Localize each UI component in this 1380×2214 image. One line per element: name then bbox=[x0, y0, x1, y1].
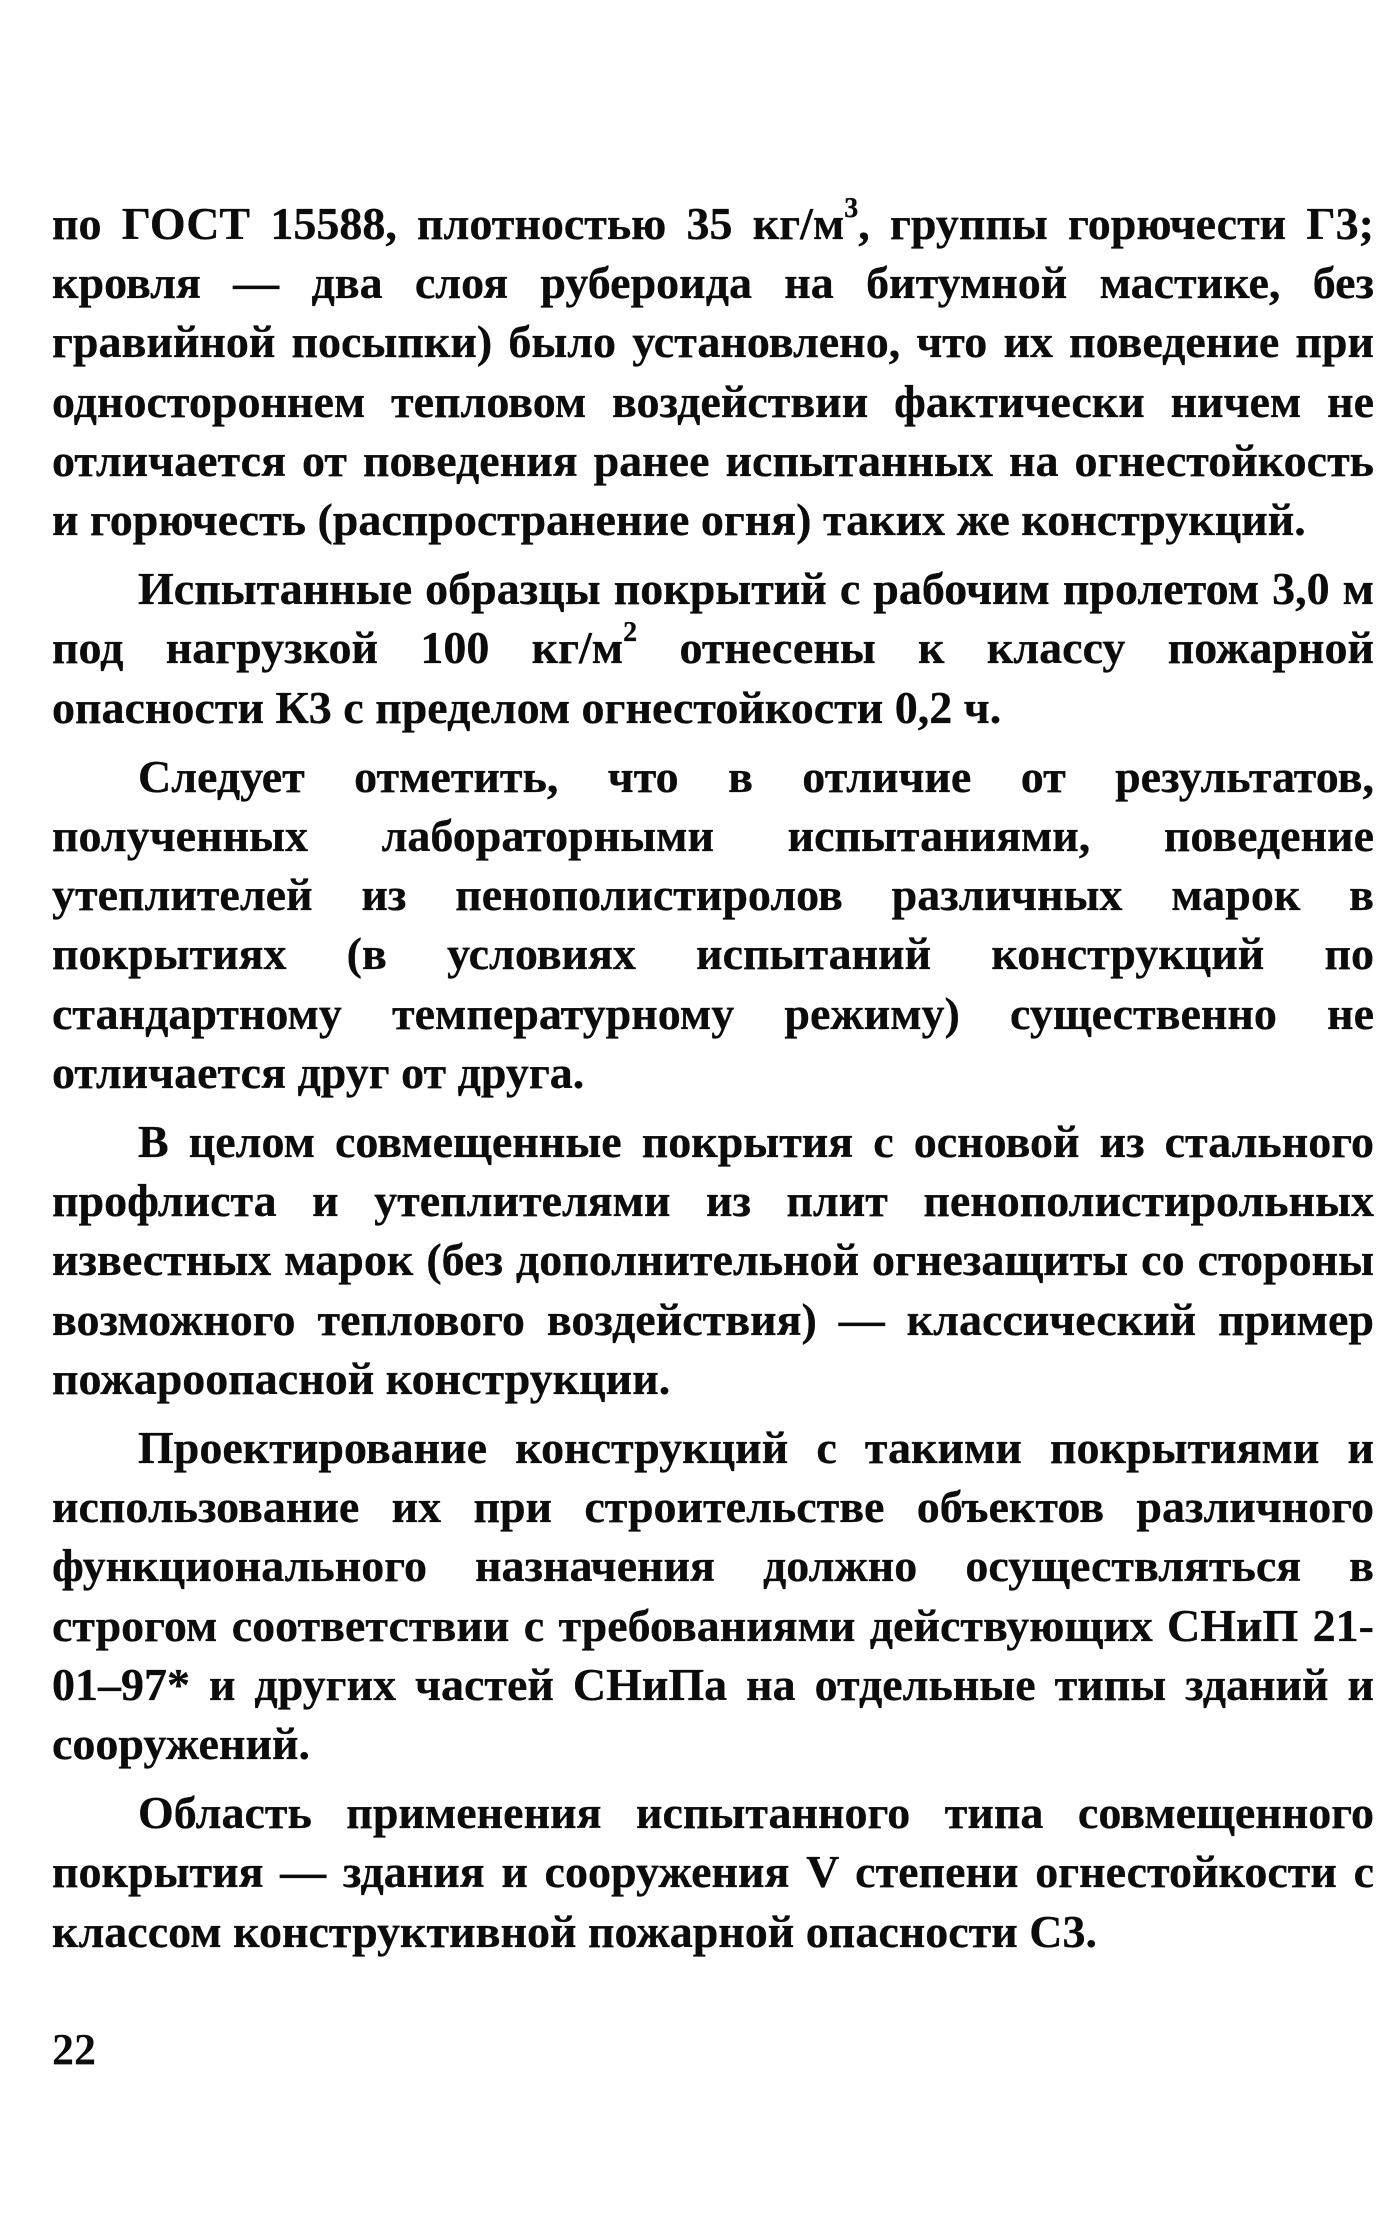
paragraph-application-area: Область применения испытанного типа совмещенного покрытия — здания и сооружения V степени огнестойкости с классом конструктивной пожарной опасности С3. bbox=[52, 1787, 1374, 1957]
paragraph-continuation bbox=[52, 194, 1374, 549]
paragraph-text: , группы горючести Г3; кровля — два слоя рубероида на битумной мастике, без гравийной посыпки) было установлено, что их поведение при одностороннем тепловом воздействии фактически ничем не отличается от поведения ранее испытанных на огнестойкость и горючесть (распространение огня) таких же конструкций. bbox=[52, 198, 1374, 546]
paragraph-insulation-behavior: Следует отметить, что в отличие от результатов, полученных лабораторными испытаниями, поведение утеплителей из пенополистиролов различных марок в покрытиях (в условиях испытаний конструкций по стандартному температурному режиму) существенно не отличается друг от друга. bbox=[52, 750, 1374, 1098]
superscript: 2 bbox=[623, 617, 638, 649]
superscript: 3 bbox=[844, 193, 859, 224]
paragraph-text: Испытанные образцы покрытий с рабочим пролетом 3,0 м под нагрузкой 100 кг/м bbox=[52, 563, 1374, 674]
paragraph-text: отнесены к классу пожарной опасности К3 с пределом огнестойкости 0,2 ч. bbox=[52, 622, 1374, 733]
body-text bbox=[52, 194, 1374, 1961]
paragraph-tested-samples bbox=[52, 559, 1374, 737]
paragraph-design-requirements: Проектирование конструкций с такими покрытиями и использование их при строительстве объектов различного функционального назначения должно осуществляться в строгом соответствии с требованиями действующих СНиП 21-01–97* и других частей СНиПа на отдельные типы зданий и сооружений. bbox=[52, 1422, 1374, 1770]
paragraph-text: по ГОСТ 15588, плотностью 35 кг/м bbox=[52, 198, 845, 249]
page-number: 22 bbox=[52, 2025, 96, 2074]
paragraph-fire-hazard: В целом совмещенные покрытия с основой из стального профлиста и утеплителями из плит пенополистирольных известных марок (без дополнительной огнезащиты со стороны возможного теплового воздействия) — классический пример пожароопасной конструкции. bbox=[52, 1116, 1374, 1404]
